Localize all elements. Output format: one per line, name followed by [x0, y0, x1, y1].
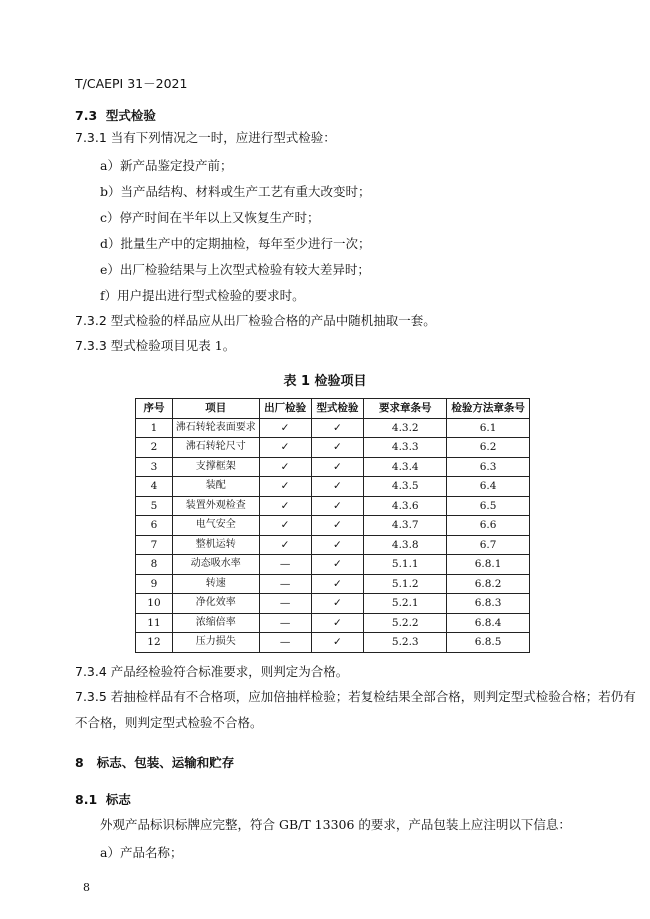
section-number: 8: [75, 755, 84, 770]
cell-method-clause: 6.4: [447, 477, 530, 497]
cell-serial: 7: [136, 535, 173, 555]
table-row: [136, 594, 530, 614]
cell-factory-inspection: ✓: [259, 496, 311, 516]
cell-factory-inspection: —: [259, 555, 311, 575]
table-row: [136, 418, 530, 438]
clause-text: 型式检验项目见表 1。: [110, 338, 236, 353]
col-header-serial: 序号: [136, 399, 173, 419]
cell-serial: 9: [136, 574, 173, 594]
cell-method-clause: 6.8.2: [447, 574, 530, 594]
cell-method-clause: 6.8.5: [447, 633, 530, 653]
cell-type-inspection: ✓: [311, 477, 364, 497]
list-item: d）批量生产中的定期抽检，每年至少进行一次；: [100, 236, 371, 251]
cell-method-clause: 6.5: [447, 496, 530, 516]
list-item: e）出厂检验结果与上次型式检验有较大差异时；: [100, 262, 370, 277]
cell-item: 装置外观检查: [172, 496, 259, 516]
cell-item: 电气安全: [172, 516, 259, 536]
cell-factory-inspection: ✓: [259, 418, 311, 438]
cell-item: 转速: [172, 574, 259, 594]
cell-method-clause: 6.8.3: [447, 594, 530, 614]
cell-serial: 5: [136, 496, 173, 516]
cell-requirement-clause: 4.3.4: [364, 457, 447, 477]
cell-item: 装配: [172, 477, 259, 497]
table-row: [136, 633, 530, 653]
list-item: a）产品名称；: [100, 845, 183, 860]
clause-number: 7.3.5: [75, 689, 107, 704]
clause-number: 7.3.3: [75, 338, 107, 353]
cell-requirement-clause: 4.3.8: [364, 535, 447, 555]
cell-serial: 11: [136, 613, 173, 633]
cell-factory-inspection: ✓: [259, 516, 311, 536]
cell-serial: 1: [136, 418, 173, 438]
cell-method-clause: 6.2: [447, 438, 530, 458]
table-row: [136, 457, 530, 477]
section-7-3-heading: [75, 106, 156, 124]
list-item: f）用户提出进行型式检验的要求时。: [100, 288, 305, 303]
section-8-1-heading: [75, 790, 131, 808]
col-header-requirement-clause: 要求章条号: [364, 399, 447, 419]
cell-factory-inspection: ✓: [259, 477, 311, 497]
clause-text: 产品经检验符合标准要求，则判定为合格。: [110, 664, 349, 679]
cell-method-clause: 6.1: [447, 418, 530, 438]
cell-item: 支撑框架: [172, 457, 259, 477]
col-header-type-inspection: 型式检验: [311, 399, 364, 419]
cell-item: 浓缩倍率: [172, 613, 259, 633]
table-row: [136, 535, 530, 555]
cell-requirement-clause: 4.3.6: [364, 496, 447, 516]
cell-requirement-clause: 5.2.2: [364, 613, 447, 633]
cell-method-clause: 6.7: [447, 535, 530, 555]
clause-7-3-5-continued: 不合格，则判定型式检验不合格。: [75, 715, 263, 730]
cell-factory-inspection: —: [259, 594, 311, 614]
clause-number: 7.3.1: [75, 130, 107, 145]
cell-item: 整机运转: [172, 535, 259, 555]
section-title: 型式检验: [105, 108, 156, 123]
cell-requirement-clause: 5.2.3: [364, 633, 447, 653]
cell-type-inspection: ✓: [311, 613, 364, 633]
doc-code: T/CAEPI 31－2021: [75, 76, 188, 91]
list-item: b）当产品结构、材料或生产工艺有重大改变时；: [100, 184, 371, 199]
cell-serial: 4: [136, 477, 173, 497]
inspection-items-table: [135, 398, 530, 653]
list-item: a）新产品鉴定投产前；: [100, 158, 233, 173]
section-title: 标志、包装、运输和贮存: [96, 755, 235, 770]
clause-7-3-3: [75, 338, 235, 354]
cell-serial: 8: [136, 555, 173, 575]
cell-requirement-clause: 4.3.5: [364, 477, 447, 497]
section-number: 8.1: [75, 792, 98, 807]
cell-type-inspection: ✓: [311, 516, 364, 536]
cell-item: 沸石转轮尺寸: [172, 438, 259, 458]
cell-serial: 12: [136, 633, 173, 653]
cell-factory-inspection: —: [259, 574, 311, 594]
section-number: 7.3: [75, 108, 98, 123]
clause-text: 若抽检样品有不合格项，应加倍抽样检验；若复检结果全部合格，则判定型式检验合格；若仍有: [110, 689, 636, 704]
table-row: [136, 438, 530, 458]
cell-requirement-clause: 5.1.2: [364, 574, 447, 594]
cell-type-inspection: ✓: [311, 574, 364, 594]
page-number: 8: [83, 881, 90, 894]
cell-serial: 2: [136, 438, 173, 458]
section-8-heading: [75, 753, 234, 771]
cell-method-clause: 6.8.1: [447, 555, 530, 575]
cell-method-clause: 6.3: [447, 457, 530, 477]
table-row: [136, 555, 530, 575]
clause-text: 当有下列情况之一时，应进行型式检验：: [110, 130, 336, 145]
cell-serial: 10: [136, 594, 173, 614]
table-row: [136, 477, 530, 497]
col-header-item: 项目: [172, 399, 259, 419]
section-title: 标志: [105, 792, 131, 807]
cell-requirement-clause: 5.1.1: [364, 555, 447, 575]
cell-type-inspection: ✓: [311, 496, 364, 516]
cell-type-inspection: ✓: [311, 418, 364, 438]
cell-method-clause: 6.6: [447, 516, 530, 536]
cell-type-inspection: ✓: [311, 535, 364, 555]
cell-method-clause: 6.8.4: [447, 613, 530, 633]
cell-type-inspection: ✓: [311, 438, 364, 458]
clause-7-3-1: [75, 130, 336, 146]
clause-text: 型式检验的样品应从出厂检验合格的产品中随机抽取一套。: [110, 313, 436, 328]
clause-7-3-5: [75, 689, 636, 705]
cell-item: 压力损失: [172, 633, 259, 653]
col-header-factory-inspection: 出厂检验: [259, 399, 311, 419]
cell-requirement-clause: 5.2.1: [364, 594, 447, 614]
cell-factory-inspection: —: [259, 613, 311, 633]
table-row: [136, 496, 530, 516]
clause-number: 7.3.4: [75, 664, 107, 679]
col-header-method-clause: 检验方法章条号: [447, 399, 530, 419]
table-row: [136, 516, 530, 536]
cell-item: 净化效率: [172, 594, 259, 614]
table-row: [136, 613, 530, 633]
table-row: [136, 574, 530, 594]
cell-requirement-clause: 4.3.2: [364, 418, 447, 438]
cell-item: 沸石转轮表面要求: [172, 418, 259, 438]
cell-type-inspection: ✓: [311, 457, 364, 477]
clause-7-3-2: [75, 313, 436, 329]
table-caption: 表 1 检验项目: [283, 374, 367, 389]
cell-item: 动态吸水率: [172, 555, 259, 575]
cell-factory-inspection: ✓: [259, 535, 311, 555]
cell-type-inspection: ✓: [311, 594, 364, 614]
cell-factory-inspection: —: [259, 633, 311, 653]
cell-type-inspection: ✓: [311, 633, 364, 653]
cell-type-inspection: ✓: [311, 555, 364, 575]
list-item: c）停产时间在半年以上又恢复生产时；: [100, 210, 320, 225]
clause-7-3-4: [75, 664, 348, 680]
cell-serial: 3: [136, 457, 173, 477]
table-header-row: [136, 399, 530, 419]
cell-requirement-clause: 4.3.3: [364, 438, 447, 458]
clause-8-1-text: 外观产品标识标牌应完整，符合 GB/T 13306 的要求，产品包装上应注明以下信息：: [100, 817, 571, 832]
cell-factory-inspection: ✓: [259, 438, 311, 458]
cell-serial: 6: [136, 516, 173, 536]
cell-requirement-clause: 4.3.7: [364, 516, 447, 536]
cell-factory-inspection: ✓: [259, 457, 311, 477]
clause-number: 7.3.2: [75, 313, 107, 328]
